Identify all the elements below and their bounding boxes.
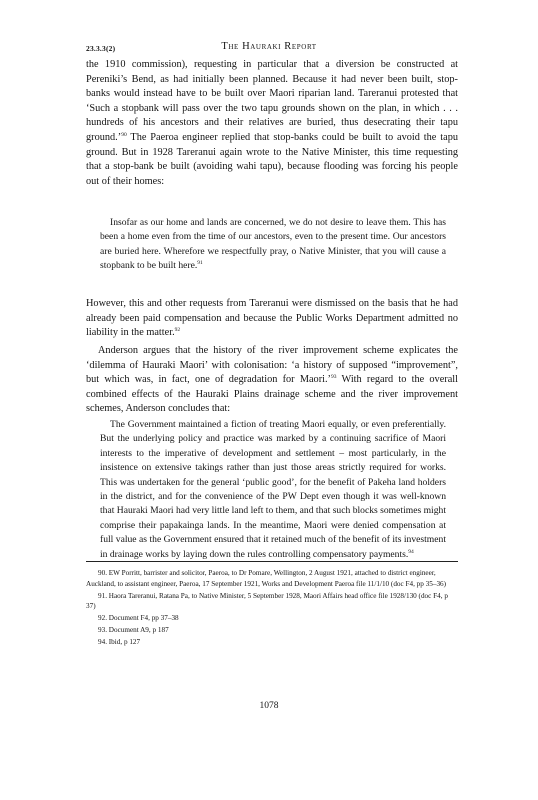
block-quote-2 (100, 418, 446, 562)
paragraph-3 (86, 344, 458, 417)
paragraph-3-text-continued: With regard to the overall combined effects of the Hauraki Plains drainage scheme and the river improvement schemes, Anderson concludes that: (86, 374, 458, 415)
paragraph-3-text: Anderson argues that the history of the river improvement scheme explicates the ‘dilemma of Hauraki Maori’ with colonisation: ‘a history of supposed “improvement”, but which was, in fact, one of degradation for Maori.’ (86, 345, 458, 386)
footnote-ref-93[interactable]: 93 (331, 374, 337, 381)
footnote-ref-90[interactable]: 90 (121, 131, 127, 138)
footnote-item: 93. Document A9, p 187 (98, 625, 169, 634)
section-number: 23.3.3(2) (86, 44, 116, 53)
footnote-item: 92. Document F4, pp 37–38 (98, 614, 179, 623)
block-quote-1-text: Insofar as our home and lands are concerned, we do not desire to leave them. This has been a home even from the time of our ancestors, even to the present time. Our ancestors are buried here. Wherefore we respectfully pray, o Native Minister, that you will cause a stopbank to be built here. (100, 217, 446, 272)
block-quote-2-text: The Government maintained a fiction of treating Maori equally, or even preferentially. But the underlying policy and practice was marked by a continuing sacrifice of Maori interests to the imperative of development and settlement – most particularly, in the insistence on extensive takings rather than just those areas strictly required for works. This was undertaken for the general ‘public good’, for the benefit of Pakeha land holders in the district, and for the convenience of the PW Dept even though it was well-known that Hauraki Maori had very little land left to them, and that such blocks sometimes might comprise their papakainga lands. In the meantime, Maori were denied compensation at full value as the Government ensured that it retained much of the benefit of its investment in drainage works by laying down the rules controlling compensatory payments. (100, 419, 446, 560)
footnotes (86, 568, 458, 649)
footnote-ref-91[interactable]: 91 (197, 260, 203, 267)
footnote-divider (86, 561, 458, 562)
paragraph-2 (86, 297, 458, 341)
footnote-ref-92[interactable]: 92 (174, 327, 181, 334)
paragraph-2-text: However, this and other requests from Tareranui were dismissed on the basis that he had already been paid compensation and because the Public Works Department admitted no liability in the matter. (86, 298, 458, 339)
paragraph-1-text-continued: The Paeroa engineer replied that stop-banks could be built to avoid the tapu ground. But in 1928 Tareranui again wrote to the Native Minister, this time requesting that a stop-bank be built (avoiding wahi tapu), because flooding was forcing his people out of their homes: (86, 131, 458, 187)
footnote-ref-94[interactable]: 94 (408, 548, 414, 555)
paragraph-1 (86, 58, 458, 189)
footnote-item: 90. EW Porritt, barrister and solicitor, Paeroa, to Dr Pomare, Wellington, 2 August 1921, attached to district engineer, Auckland, to assistant engineer, Paeroa, 17 September 1921, Works and Development Paeroa file 11/1/10 (doc F4, pp 35–36) (86, 569, 447, 588)
block-quote-1 (100, 216, 446, 274)
running-title: The Hauraki Report (221, 41, 317, 52)
footnote-item: 94. Ibid, p 127 (98, 637, 141, 646)
paragraph-1-text: the 1910 commission), requesting in particular that a diversion be constructed at Pereniki’s Bend, as had initially been planned. Because it had never been built, stop-banks would instead have to be built over Maori riparian land. Tareranui protested that ‘Such a stopbank will pass over the two tapu grounds shown on the plan, in which . . . hundreds of his ancestors and their relatives are buried, thus desecrating their tapu ground.’ (86, 59, 458, 143)
page-number: 1078 (259, 701, 279, 711)
footnote-item: 91. Haora Tareranui, Ratana Pa, to Native Minister, 5 September 1928, Maori Affairs head office file 1928/130 (doc F4, p 37) (86, 591, 448, 611)
